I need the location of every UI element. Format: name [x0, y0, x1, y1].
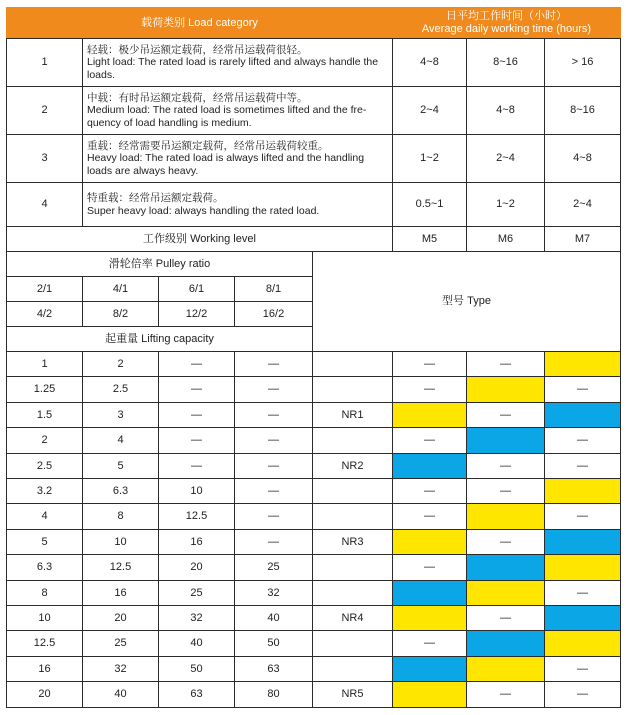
- capacity-cell: —: [234, 478, 313, 504]
- capacity-cell: 20: [6, 681, 83, 708]
- capacity-cell: 12.5: [82, 554, 159, 581]
- pulley-ratio-cell: 4/1: [82, 276, 159, 302]
- capacity-cell: —: [158, 427, 235, 454]
- level-cell-empty: —: [466, 453, 545, 479]
- capacity-cell: 32: [158, 605, 235, 631]
- capacity-cell: —: [158, 402, 235, 428]
- hours-cell: 4~8: [544, 134, 621, 183]
- level-cell-yellow: [392, 402, 467, 428]
- capacity-cell: 3.2: [6, 478, 83, 504]
- pulley-ratio-cell: 16/2: [234, 301, 313, 327]
- capacity-cell: 12.5: [158, 503, 235, 530]
- level-cell-empty: —: [544, 681, 621, 708]
- capacity-cell: —: [234, 503, 313, 530]
- hours-cell: 2~4: [544, 182, 621, 227]
- capacity-cell: 1.25: [6, 376, 83, 403]
- capacity-cell: 1.5: [6, 402, 83, 428]
- capacity-cell: 25: [82, 630, 159, 657]
- level-cell-yellow: [466, 376, 545, 403]
- level-cell-empty: —: [466, 605, 545, 631]
- capacity-cell: 32: [234, 580, 313, 606]
- level-cell-blue: [392, 580, 467, 606]
- load-description-en: Light load: The rated load is rarely lifted and always handle the loads.: [87, 56, 379, 81]
- level-cell-empty: —: [392, 630, 467, 657]
- capacity-cell: 2: [6, 427, 83, 454]
- load-description-en: Heavy load: The rated load is always lifted and the handling loads are always heavy.: [87, 152, 365, 177]
- type-cell: [312, 656, 393, 682]
- capacity-cell: 10: [158, 478, 235, 504]
- capacity-cell: 8: [6, 580, 83, 606]
- capacity-cell: 40: [158, 630, 235, 657]
- capacity-cell: —: [234, 351, 313, 377]
- load-row-description: [82, 134, 393, 183]
- capacity-cell: —: [158, 351, 235, 377]
- working-level-label: 工作级别 Working level: [6, 226, 393, 252]
- capacity-cell: 16: [158, 529, 235, 555]
- type-cell: [312, 503, 393, 530]
- capacity-cell: 12.5: [6, 630, 83, 657]
- level-cell-empty: —: [544, 580, 621, 606]
- capacity-cell: 25: [234, 554, 313, 581]
- pulley-ratio-cell: 4/2: [6, 301, 83, 327]
- hours-cell: 0.5~1: [392, 182, 467, 227]
- level-cell-yellow: [466, 580, 545, 606]
- type-cell: [312, 478, 393, 504]
- type-cell: [312, 554, 393, 581]
- capacity-cell: 3: [82, 402, 159, 428]
- level-cell-empty: —: [466, 681, 545, 708]
- capacity-cell: 16: [82, 580, 159, 606]
- capacity-cell: 8: [82, 503, 159, 530]
- level-cell-empty: —: [466, 478, 545, 504]
- level-cell-empty: —: [544, 503, 621, 530]
- working-level-m5: M5: [392, 226, 467, 252]
- type-cell: [312, 580, 393, 606]
- type-cell: [312, 351, 393, 377]
- working-time-header-en: Average daily working time (hours): [421, 23, 592, 35]
- load-row-number: 2: [6, 86, 83, 135]
- level-cell-empty: —: [544, 453, 621, 479]
- capacity-cell: 63: [234, 656, 313, 682]
- capacity-cell: 40: [234, 605, 313, 631]
- level-cell-empty: —: [392, 554, 467, 581]
- level-cell-blue: [544, 529, 621, 555]
- level-cell-empty: —: [466, 402, 545, 428]
- hours-cell: 2~4: [466, 134, 545, 183]
- capacity-cell: 50: [234, 630, 313, 657]
- level-cell-blue: [392, 453, 467, 479]
- hours-cell: 1~2: [466, 182, 545, 227]
- capacity-cell: 63: [158, 681, 235, 708]
- load-row-description: [82, 38, 393, 87]
- capacity-cell: 2.5: [6, 453, 83, 479]
- level-cell-empty: —: [544, 656, 621, 682]
- level-cell-empty: —: [466, 529, 545, 555]
- level-cell-blue: [544, 605, 621, 631]
- capacity-cell: 50: [158, 656, 235, 682]
- capacity-cell: 10: [6, 605, 83, 631]
- capacity-cell: 25: [158, 580, 235, 606]
- level-cell-yellow: [544, 554, 621, 581]
- hours-cell: 8~16: [466, 38, 545, 87]
- type-cell: [312, 630, 393, 657]
- level-cell-empty: —: [544, 376, 621, 403]
- load-description-cn: 重载：经常需要吊运额定载荷，经常吊运载荷较重。: [87, 139, 329, 152]
- capacity-cell: 2.5: [82, 376, 159, 403]
- level-cell-blue: [466, 630, 545, 657]
- capacity-cell: 6.3: [82, 478, 159, 504]
- type-label: 型号 Type: [312, 251, 621, 352]
- type-cell: [312, 376, 393, 403]
- capacity-cell: 5: [82, 453, 159, 479]
- hours-cell: 4~8: [466, 86, 545, 135]
- capacity-cell: 80: [234, 681, 313, 708]
- capacity-cell: 32: [82, 656, 159, 682]
- capacity-cell: 20: [82, 605, 159, 631]
- load-row-description: [82, 86, 393, 135]
- level-cell-empty: —: [392, 478, 467, 504]
- load-row-number: 4: [6, 182, 83, 227]
- level-cell-blue: [392, 656, 467, 682]
- level-cell-blue: [466, 554, 545, 581]
- lifting-capacity-label: 起重量 Lifting capacity: [6, 326, 313, 352]
- type-cell: NR5: [312, 681, 393, 708]
- pulley-ratio-cell: 8/1: [234, 276, 313, 302]
- capacity-cell: —: [234, 427, 313, 454]
- level-cell-yellow: [544, 351, 621, 377]
- level-cell-blue: [544, 402, 621, 428]
- type-cell: NR4: [312, 605, 393, 631]
- capacity-cell: —: [234, 376, 313, 403]
- level-cell-empty: —: [544, 427, 621, 454]
- pulley-ratio-cell: 12/2: [158, 301, 235, 327]
- level-cell-empty: —: [466, 351, 545, 377]
- level-cell-yellow: [544, 478, 621, 504]
- capacity-cell: 1: [6, 351, 83, 377]
- hours-cell: 4~8: [392, 38, 467, 87]
- working-time-header: [392, 7, 621, 39]
- hours-cell: 2~4: [392, 86, 467, 135]
- load-description-en: Medium load: The rated load is sometimes lifted and the fre-quency of load handling is medium.: [87, 104, 367, 129]
- hours-cell: 8~16: [544, 86, 621, 135]
- load-description-cn: 特重载：经常吊运额定载荷。: [87, 192, 224, 204]
- level-cell-yellow: [466, 656, 545, 682]
- load-row-number: 1: [6, 38, 83, 87]
- load-description-en: Super heavy load: always handling the rated load.: [87, 204, 320, 217]
- capacity-cell: —: [234, 529, 313, 555]
- capacity-cell: —: [158, 376, 235, 403]
- load-category-header: 载荷类别 Load category: [6, 7, 393, 39]
- capacity-cell: —: [158, 453, 235, 479]
- capacity-cell: 4: [82, 427, 159, 454]
- capacity-cell: 5: [6, 529, 83, 555]
- capacity-cell: 40: [82, 681, 159, 708]
- hours-cell: > 16: [544, 38, 621, 87]
- hours-cell: 1~2: [392, 134, 467, 183]
- capacity-cell: 20: [158, 554, 235, 581]
- level-cell-yellow: [544, 630, 621, 657]
- level-cell-blue: [466, 427, 545, 454]
- level-cell-empty: —: [392, 427, 467, 454]
- type-cell: NR1: [312, 402, 393, 428]
- capacity-cell: —: [234, 402, 313, 428]
- level-cell-empty: —: [392, 351, 467, 377]
- load-row-number: 3: [6, 134, 83, 183]
- capacity-cell: —: [234, 453, 313, 479]
- type-cell: [312, 427, 393, 454]
- load-description-cn: 中载：有时吊运额定载荷，经常吊运载荷中等。: [87, 91, 308, 104]
- load-description-cn: 轻载：极少吊运额定载荷，经常吊运载荷很轻。: [87, 43, 308, 56]
- level-cell-yellow: [392, 529, 467, 555]
- pulley-ratio-label: 滑轮倍率 Pulley ratio: [6, 251, 313, 277]
- type-cell: NR2: [312, 453, 393, 479]
- working-level-m7: M7: [544, 226, 621, 252]
- working-time-header-cn: 日平均工作时间（小时）: [446, 10, 567, 22]
- capacity-cell: 6.3: [6, 554, 83, 581]
- pulley-ratio-cell: 6/1: [158, 276, 235, 302]
- capacity-cell: 16: [6, 656, 83, 682]
- capacity-cell: 2: [82, 351, 159, 377]
- load-row-description: [82, 182, 393, 227]
- capacity-cell: 10: [82, 529, 159, 555]
- type-cell: NR3: [312, 529, 393, 555]
- pulley-ratio-cell: 2/1: [6, 276, 83, 302]
- level-cell-empty: —: [392, 503, 467, 530]
- level-cell-yellow: [392, 605, 467, 631]
- level-cell-yellow: [392, 681, 467, 708]
- pulley-ratio-cell: 8/2: [82, 301, 159, 327]
- level-cell-empty: —: [392, 376, 467, 403]
- working-level-m6: M6: [466, 226, 545, 252]
- level-cell-yellow: [466, 503, 545, 530]
- capacity-cell: 4: [6, 503, 83, 530]
